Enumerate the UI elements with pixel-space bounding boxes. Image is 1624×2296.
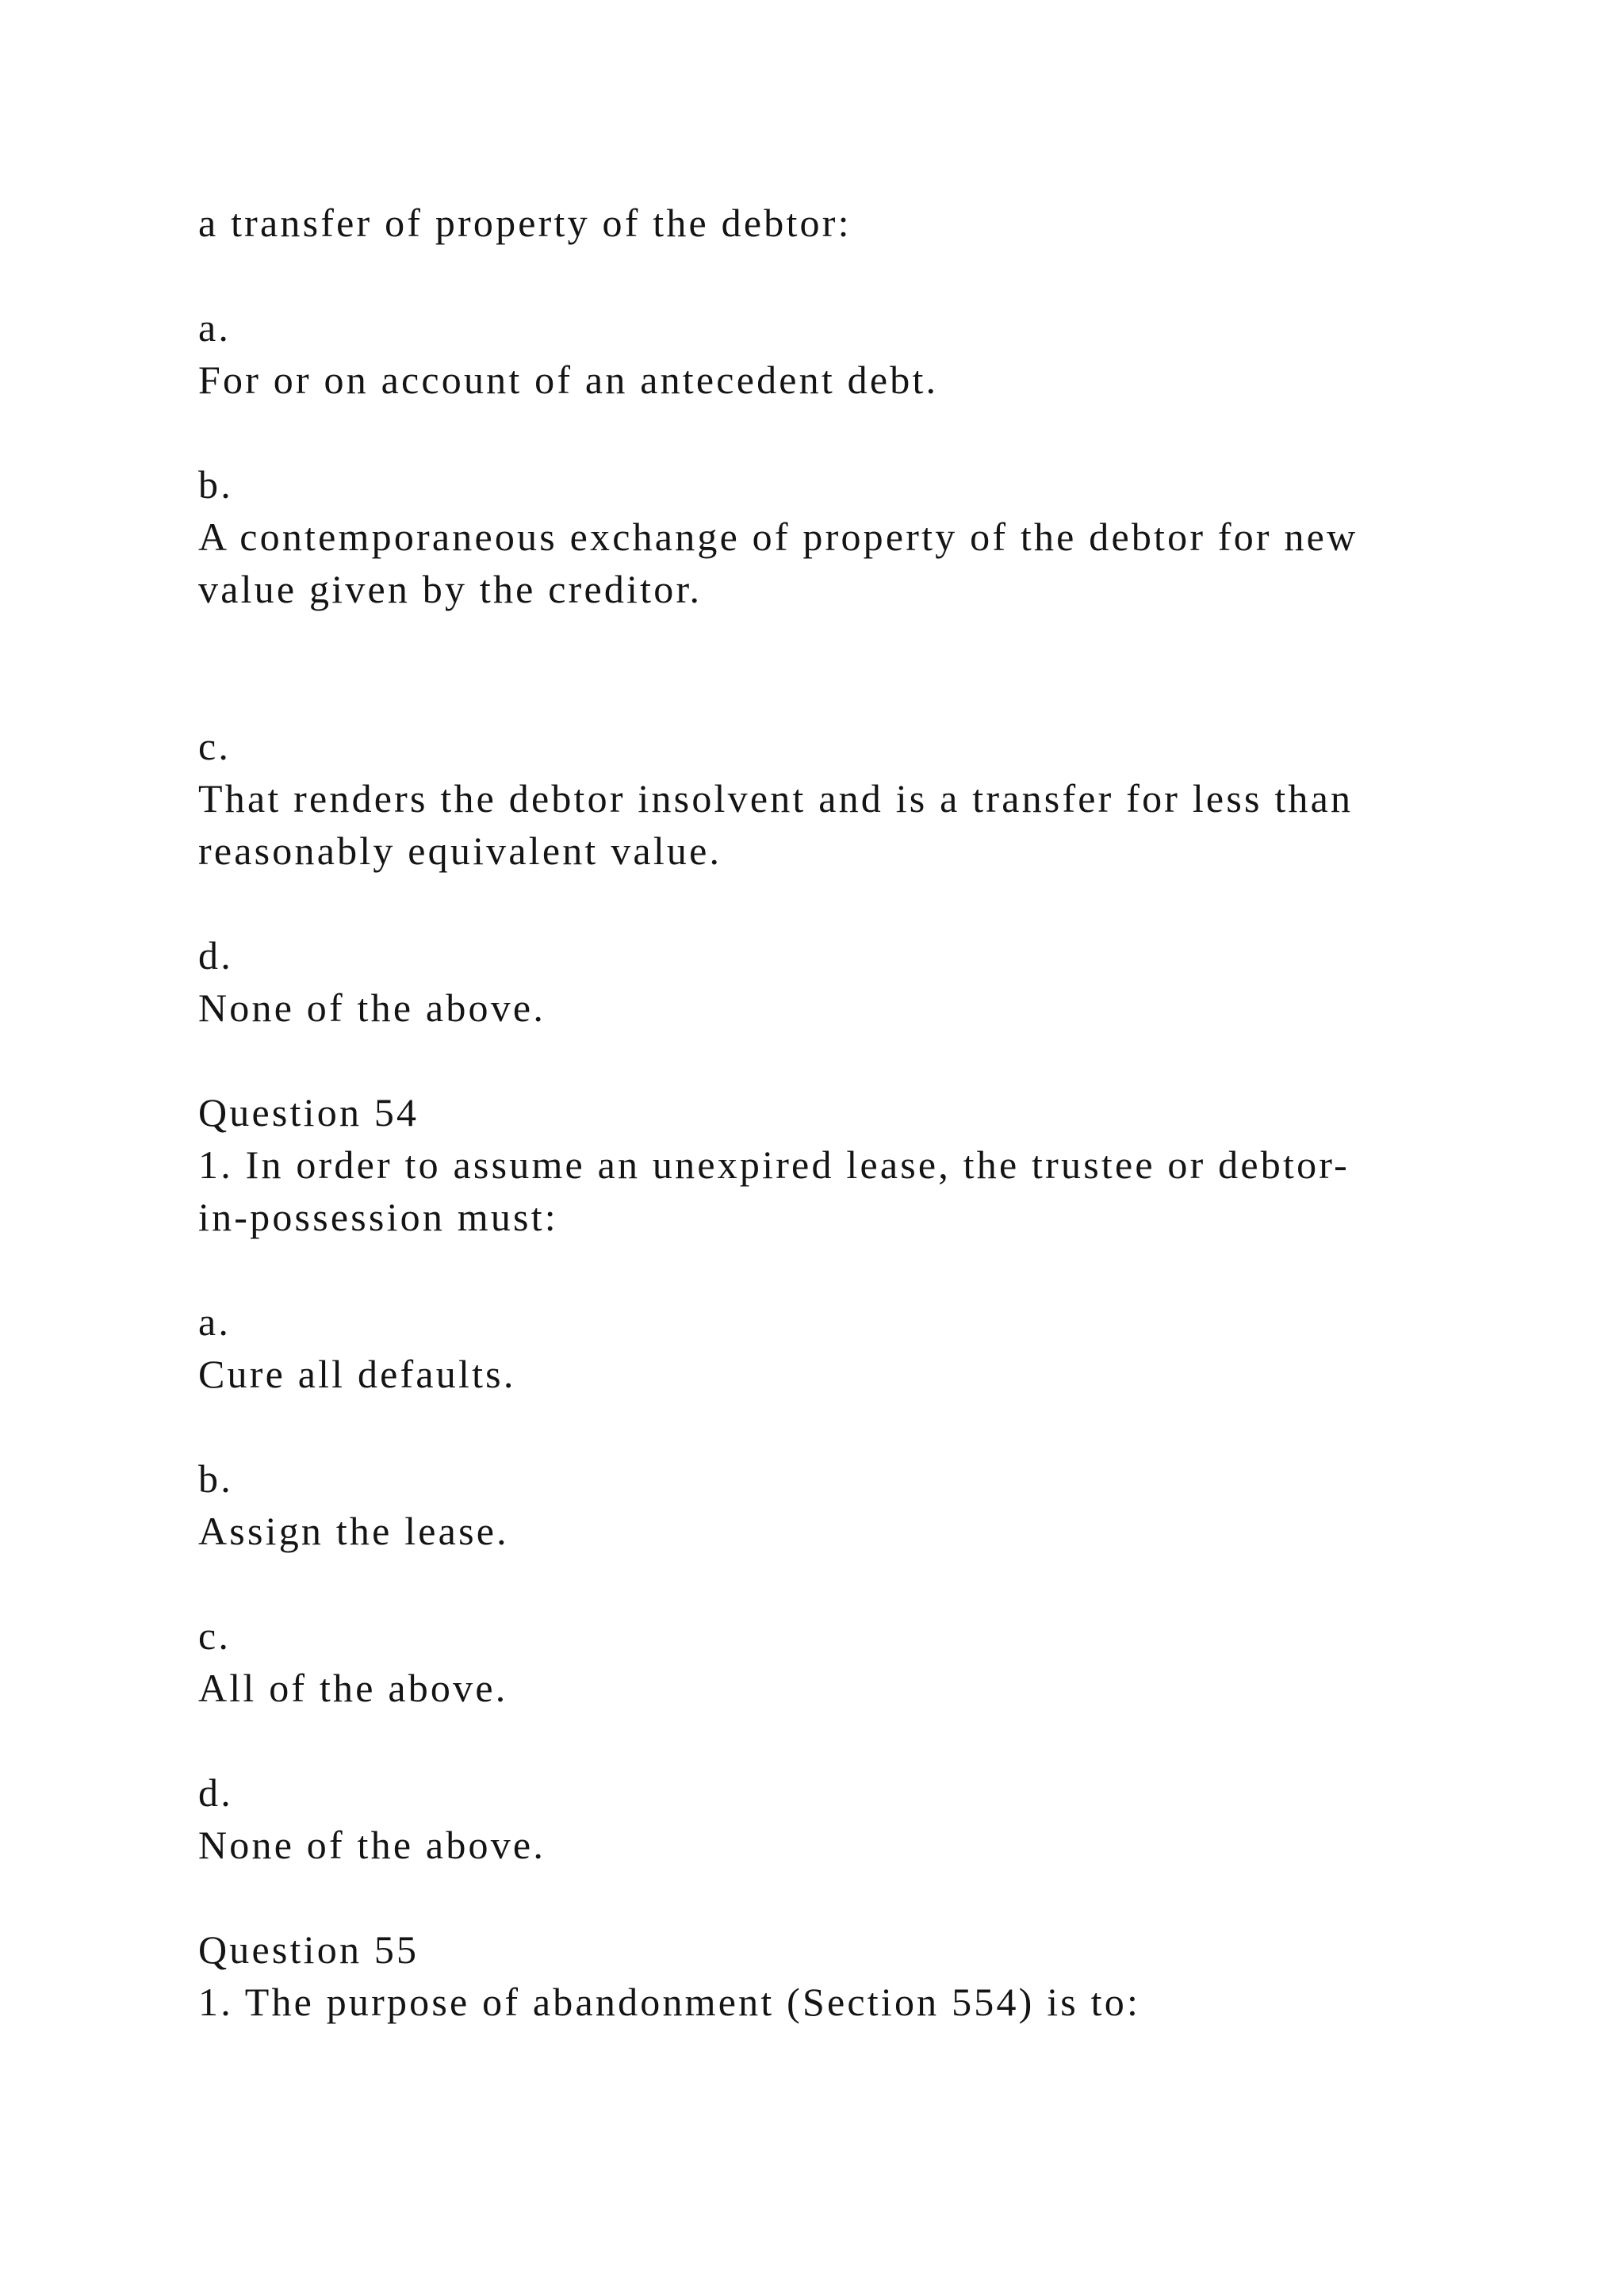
question-55-heading: Question 55 — [198, 1927, 419, 1972]
q54-option-c-letter: c. — [198, 1613, 232, 1658]
q53-option-b-text-line1: A contemporaneous exchange of property of the debtor for new — [198, 515, 1358, 559]
q53-option-c-text-line1: That renders the debtor insolvent and is a transfer for less than — [198, 776, 1354, 821]
q54-option-c-text: All of the above. — [198, 1666, 508, 1710]
q53-option-d-letter: d. — [198, 933, 233, 978]
q54-option-b-text: Assign the lease. — [198, 1509, 509, 1553]
q53-option-c-letter: c. — [198, 724, 232, 768]
q53-option-c-text-line2: reasonably equivalent value. — [198, 828, 722, 873]
q53-option-a-letter: a. — [198, 305, 232, 350]
question-54-heading: Question 54 — [198, 1090, 419, 1135]
q53-option-a-text: For or on account of an antecedent debt. — [198, 358, 939, 402]
q54-option-a-letter: a. — [198, 1299, 232, 1344]
question-54-prompt-line1: 1. In order to assume an unexpired lease, the trustee or debtor- — [198, 1142, 1350, 1187]
question-54-prompt-line2: in-possession must: — [198, 1195, 558, 1239]
q54-option-d-text: None of the above. — [198, 1823, 546, 1867]
q54-option-d-letter: d. — [198, 1770, 233, 1815]
q54-option-a-text: Cure all defaults. — [198, 1352, 516, 1396]
q53-option-b-text-line2: value given by the creditor. — [198, 567, 703, 611]
intro-text: a transfer of property of the debtor: — [198, 201, 852, 245]
q54-option-b-letter: b. — [198, 1456, 233, 1501]
q53-option-b-letter: b. — [198, 462, 233, 507]
q53-option-d-text: None of the above. — [198, 985, 546, 1030]
question-55-prompt: 1. The purpose of abandonment (Section 554) is to: — [198, 1980, 1141, 2024]
